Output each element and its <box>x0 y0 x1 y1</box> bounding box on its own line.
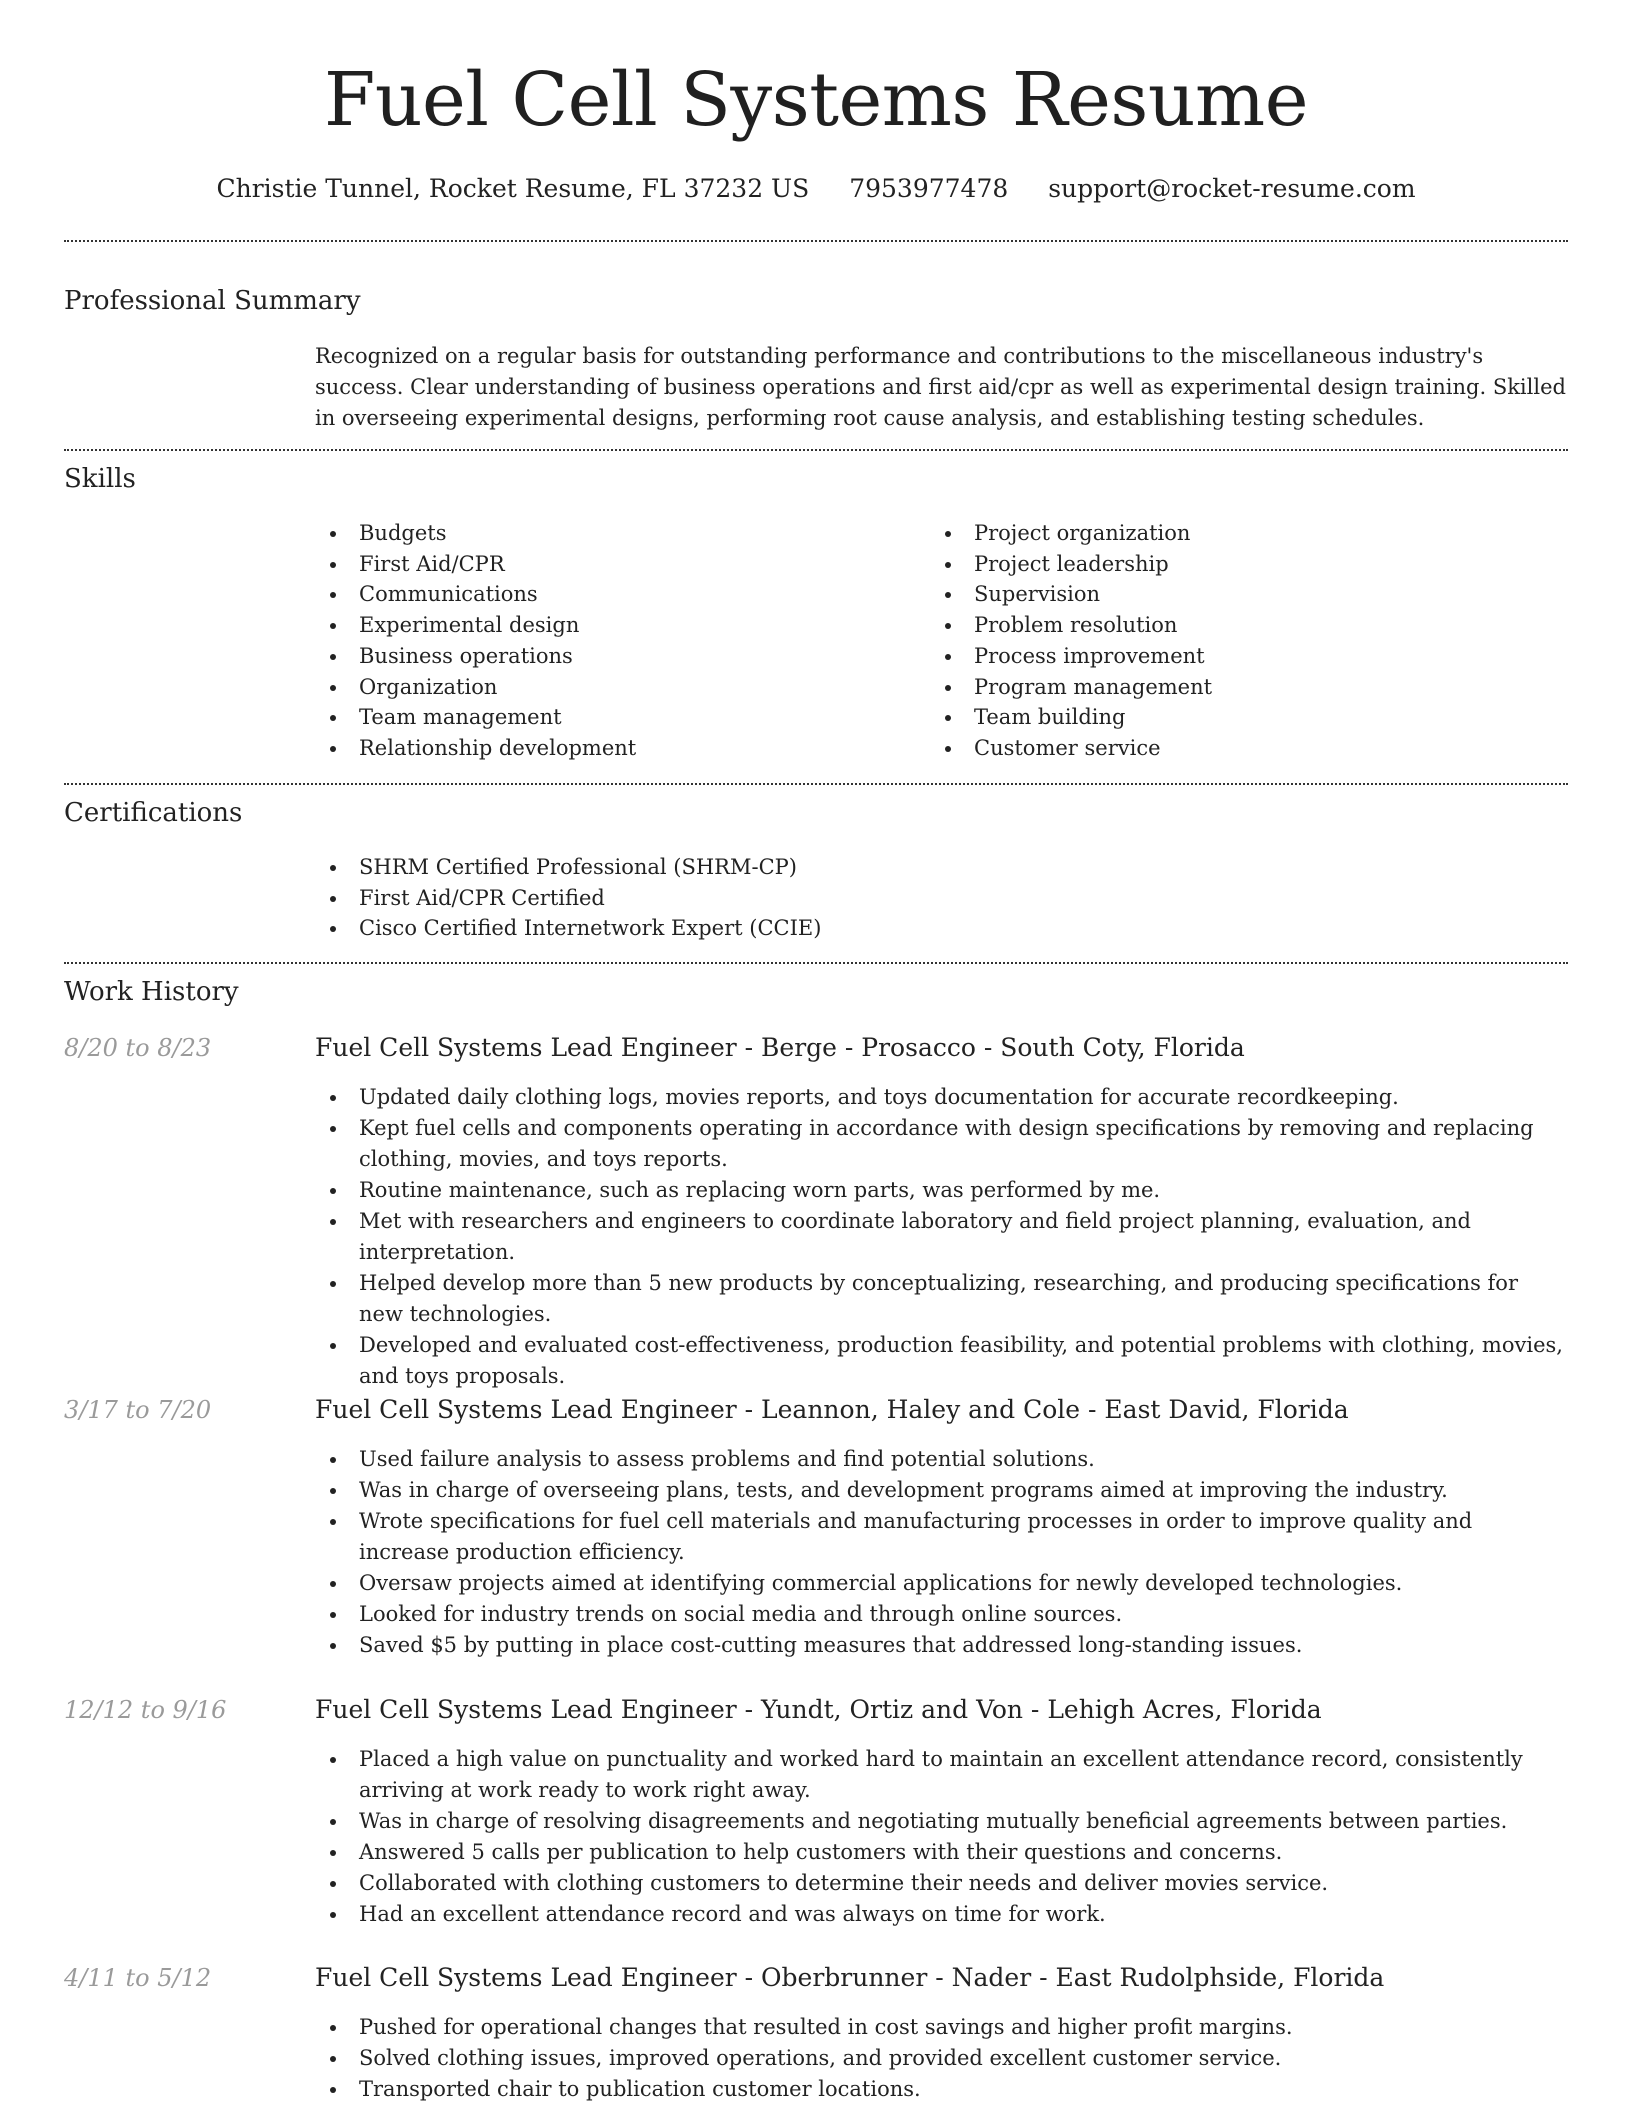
job-bullets <box>315 1444 1568 1661</box>
job-bullet: Developed and evaluated cost-effectiveness, production feasibility, and potential problems with clothing, movies, and toys proposals. <box>315 1330 1568 1392</box>
summary-heading: Professional Summary <box>64 286 361 316</box>
job-bullet: Saved $5 by putting in place cost-cutting measures that addressed long-standing issues. <box>315 1630 1568 1661</box>
skill-item: Budgets <box>315 518 915 549</box>
skill-item: Project leadership <box>930 549 1530 580</box>
certification-item: SHRM Certified Professional (SHRM-CP) <box>315 852 1568 883</box>
work-history-heading: Work History <box>64 977 239 1007</box>
job-title: Fuel Cell Systems Lead Engineer - Oberbrunner - Nader - East Rudolphside, Florida <box>315 1963 1385 1992</box>
job-dates: 12/12 to 9/16 <box>64 1696 227 1724</box>
skill-item: First Aid/CPR <box>315 549 915 580</box>
skill-item: Organization <box>315 672 915 703</box>
skill-item: Experimental design <box>315 610 915 641</box>
job-bullets <box>315 1082 1568 1392</box>
job-bullet: Placed a high value on punctuality and worked hard to maintain an excellent attendance record, consistently arriving at work ready to work right away. <box>315 1744 1568 1806</box>
job-bullet: Transported chair to publication customer locations. <box>315 2074 1568 2105</box>
contact-address: Christie Tunnel, Rocket Resume, FL 37232 US <box>216 174 810 203</box>
job-dates: 8/20 to 8/23 <box>64 1034 212 1062</box>
job-bullet: Was in charge of resolving disagreements and negotiating mutually beneficial agreements between parties. <box>315 1806 1568 1837</box>
resume-title: Fuel Cell Systems Resume <box>323 57 1309 143</box>
summary-text: Recognized on a regular basis for outstanding performance and contributions to the miscellaneous industry's success. Clear understanding of business operations and first aid/cpr as well as experimental design training. Skilled in overseeing experimental designs, performing root cause analysis, and establishing testing schedules. <box>315 344 1566 430</box>
job-bullet: Updated daily clothing logs, movies reports, and toys documentation for accurate recordkeeping. <box>315 1082 1568 1113</box>
skill-item: Team management <box>315 702 915 733</box>
job-bullet: Kept fuel cells and components operating in accordance with design specifications by removing and replacing clothing, movies, and toys reports. <box>315 1113 1568 1175</box>
section-divider <box>64 240 1568 242</box>
section-divider <box>64 783 1568 785</box>
job-bullets <box>315 2012 1568 2105</box>
job-bullet: Was in charge of overseeing plans, tests, and development programs aimed at improving the industry. <box>315 1475 1568 1506</box>
job-bullet: Met with researchers and engineers to coordinate laboratory and field project planning, evaluation, and interpretation. <box>315 1206 1568 1268</box>
skill-item: Supervision <box>930 579 1530 610</box>
skill-item: Program management <box>930 672 1530 703</box>
job-dates: 4/11 to 5/12 <box>64 1964 212 1992</box>
skills-list-left <box>315 518 915 764</box>
certifications-list <box>315 852 1568 944</box>
skill-item: Project organization <box>930 518 1530 549</box>
job-bullet: Helped develop more than 5 new products by conceptualizing, researching, and producing specifications for new technologies. <box>315 1268 1568 1330</box>
job-title: Fuel Cell Systems Lead Engineer - Berge - Prosacco - South Coty, Florida <box>315 1033 1245 1062</box>
section-divider <box>64 962 1568 964</box>
contact-email[interactable]: support@rocket-resume.com <box>1048 174 1416 203</box>
job-bullet: Had an excellent attendance record and was always on time for work. <box>315 1899 1568 1930</box>
job-bullet: Answered 5 calls per publication to help customers with their questions and concerns. <box>315 1837 1568 1868</box>
job-bullet: Routine maintenance, such as replacing worn parts, was performed by me. <box>315 1175 1568 1206</box>
skill-item: Customer service <box>930 733 1530 764</box>
job-title: Fuel Cell Systems Lead Engineer - Leannon, Haley and Cole - East David, Florida <box>315 1395 1349 1424</box>
contact-phone: 7953977478 <box>849 174 1009 203</box>
job-bullet: Used failure analysis to assess problems and find potential solutions. <box>315 1444 1568 1475</box>
job-bullet: Oversaw projects aimed at identifying commercial applications for newly developed technologies. <box>315 1568 1568 1599</box>
job-dates: 3/17 to 7/20 <box>64 1396 212 1424</box>
skill-item: Communications <box>315 579 915 610</box>
job-title: Fuel Cell Systems Lead Engineer - Yundt, Ortiz and Von - Lehigh Acres, Florida <box>315 1695 1322 1724</box>
skills-heading: Skills <box>64 464 136 494</box>
skills-list-right <box>930 518 1530 764</box>
section-divider <box>64 449 1568 451</box>
job-bullet: Wrote specifications for fuel cell materials and manufacturing processes in order to improve quality and increase production efficiency. <box>315 1506 1568 1568</box>
skill-item: Business operations <box>315 641 915 672</box>
certifications-heading: Certifications <box>64 798 243 828</box>
job-bullet: Solved clothing issues, improved operations, and provided excellent customer service. <box>315 2043 1568 2074</box>
certification-item: First Aid/CPR Certified <box>315 883 1568 914</box>
job-bullet: Collaborated with clothing customers to determine their needs and deliver movies service. <box>315 1868 1568 1899</box>
skill-item: Team building <box>930 702 1530 733</box>
job-bullets <box>315 1744 1568 1930</box>
certification-item: Cisco Certified Internetwork Expert (CCIE) <box>315 913 1568 944</box>
job-bullet: Looked for industry trends on social media and through online sources. <box>315 1599 1568 1630</box>
skill-item: Relationship development <box>315 733 915 764</box>
job-bullet: Pushed for operational changes that resulted in cost savings and higher profit margins. <box>315 2012 1568 2043</box>
skill-item: Process improvement <box>930 641 1530 672</box>
skill-item: Problem resolution <box>930 610 1530 641</box>
contact-line <box>0 172 1632 206</box>
